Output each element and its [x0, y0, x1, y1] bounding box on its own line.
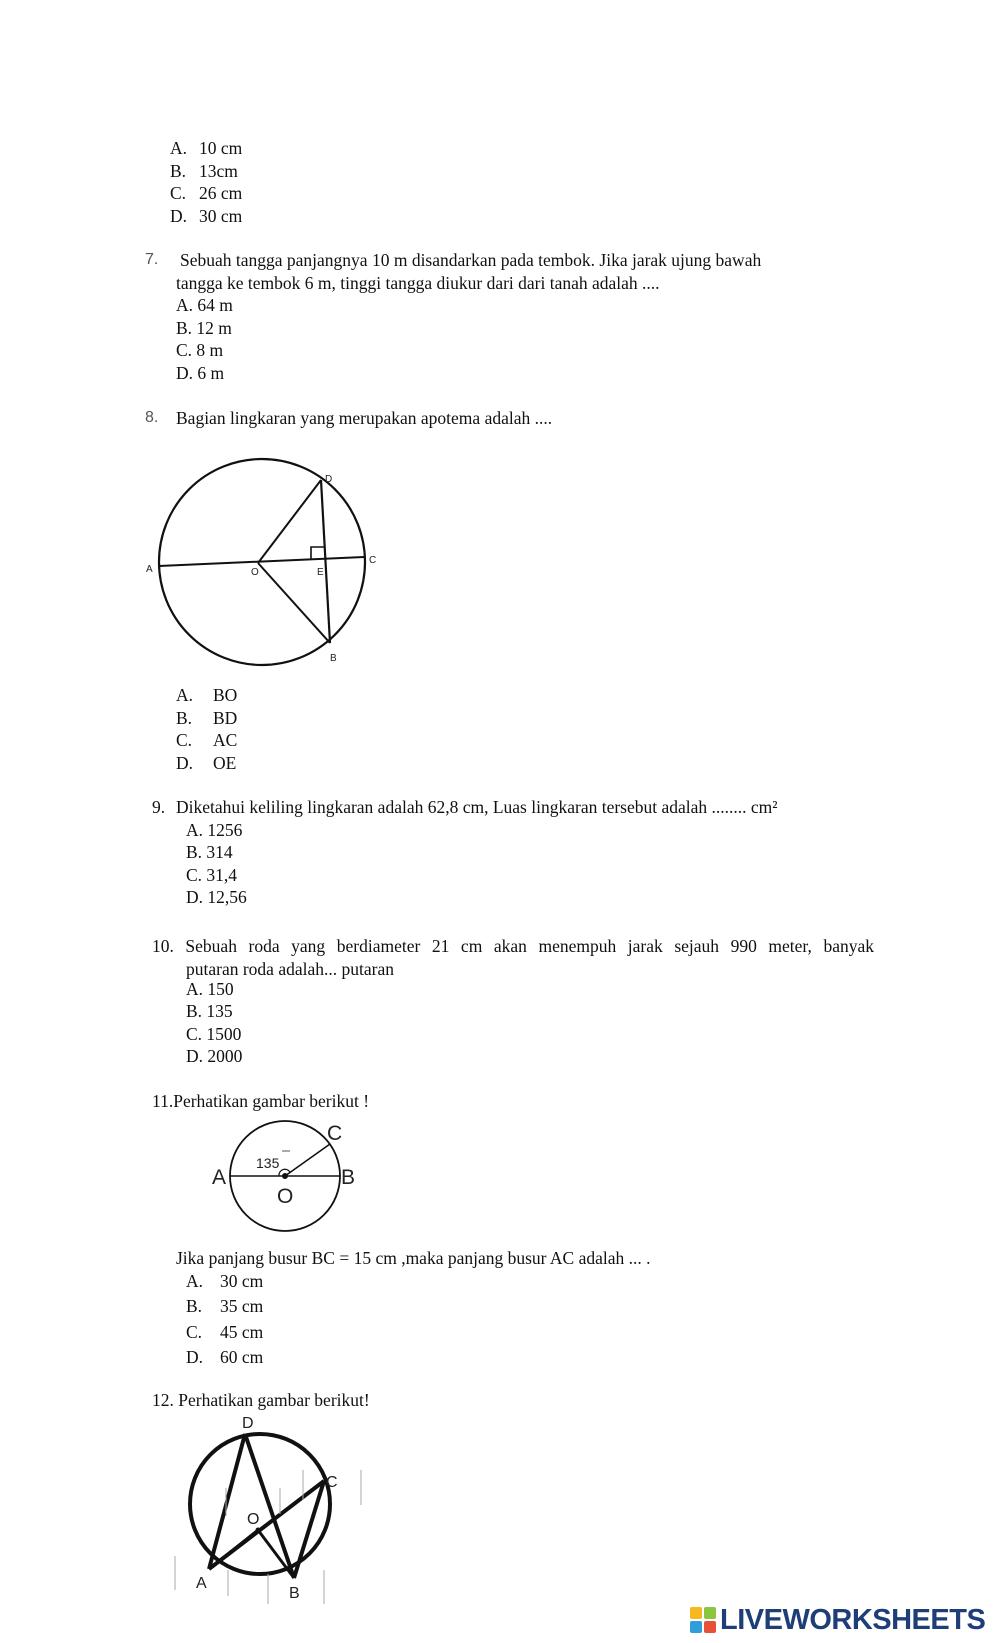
q8-option-c-value: AC	[213, 730, 238, 750]
q11-angle-label: 135	[256, 1155, 280, 1171]
q6-option-b-value: 13cm	[199, 161, 238, 181]
q8-option-a-letter: A.	[176, 685, 194, 705]
logo-square-3	[690, 1621, 702, 1633]
q6-option-b-letter: B.	[170, 161, 187, 181]
q7-option-a: A. 64 m	[176, 295, 233, 315]
q8-label-b: B	[330, 653, 337, 664]
q8-option-b-value: BD	[213, 708, 238, 728]
q12-label-a: A	[196, 1575, 207, 1592]
q11-option-a-letter: A.	[186, 1271, 204, 1291]
q12-label-o: O	[247, 1511, 260, 1528]
q9-option-d: D. 12,56	[186, 887, 247, 907]
q8-number: 8.	[145, 409, 159, 426]
q6-option-d-letter: D.	[170, 206, 188, 226]
q6-option-c-value: 26 cm	[199, 183, 243, 203]
q8-option-a-value: BO	[213, 685, 238, 705]
q7-number: 7.	[145, 251, 159, 268]
q9-text: Diketahui keliling lingkaran adalah 62,8 cm, Luas lingkaran tersebut adalah ........ cm²	[176, 797, 778, 817]
q12-text: 12. Perhatikan gambar berikut!	[152, 1390, 370, 1410]
q8-label-o: O	[251, 567, 259, 578]
q10-text-line1: 10. Sebuah roda yang berdiameter 21 cm akan menempuh jarak sejauh 990 meter, banyak	[152, 936, 874, 956]
q11-option-c-value: 45 cm	[220, 1322, 264, 1342]
q8-label-c: C	[369, 555, 377, 566]
q8-text: Bagian lingkaran yang merupakan apotema adalah ....	[176, 408, 553, 428]
q6-option-c-letter: C.	[170, 183, 187, 203]
q8-option-b-letter: B.	[176, 708, 193, 728]
q10-option-c: C. 1500	[186, 1024, 242, 1044]
q8-label-a: A	[146, 564, 153, 575]
q8-label-d: D	[325, 474, 333, 485]
q11-label-b: B	[341, 1166, 356, 1189]
logo-square-4	[704, 1621, 716, 1633]
q12-label-b: B	[289, 1585, 300, 1602]
q12-chord-db	[245, 1434, 294, 1578]
q12-circle	[190, 1434, 330, 1574]
q12-label-c: C	[326, 1474, 338, 1491]
q11-option-c-letter: C.	[186, 1322, 203, 1342]
q12-center-dot	[256, 1528, 261, 1533]
q11-option-d-letter: D.	[186, 1347, 204, 1367]
q12-label-d: D	[242, 1415, 254, 1432]
q10-option-b: B. 135	[186, 1001, 233, 1021]
q10-text-line2: putaran roda adalah... putaran	[186, 959, 394, 979]
q9-option-a: A. 1256	[186, 820, 243, 840]
q6-option-a-value: 10 cm	[199, 138, 243, 158]
q11-label-o: O	[277, 1185, 294, 1208]
q11-option-b-value: 35 cm	[220, 1296, 264, 1316]
logo-square-1	[690, 1607, 702, 1619]
q9-number: 9.	[152, 797, 166, 817]
q8-option-c-letter: C.	[176, 730, 193, 750]
q11-text: 11.Perhatikan gambar berikut !	[152, 1091, 370, 1111]
liveworksheets-brand-text: LIVEWORKSHEETS	[720, 1604, 986, 1636]
q9-option-b: B. 314	[186, 842, 233, 862]
q11-option-b-letter: B.	[186, 1296, 203, 1316]
q7-option-b: B. 12 m	[176, 318, 232, 338]
q10-option-a: A. 150	[186, 979, 234, 999]
q10-option-d: D. 2000	[186, 1046, 243, 1066]
q7-text-line1: Sebuah tangga panjangnya 10 m disandarkan pada tembok. Jika jarak ujung bawah	[180, 250, 762, 270]
q6-option-d-value: 30 cm	[199, 206, 243, 226]
q12-chord-bc	[294, 1481, 324, 1578]
q11-option-a-value: 30 cm	[220, 1271, 264, 1291]
q8-option-d-value: OE	[213, 753, 237, 773]
q11-label-a: A	[212, 1166, 227, 1189]
q9-option-c: C. 31,4	[186, 865, 238, 885]
q11-option-d-value: 60 cm	[220, 1347, 264, 1367]
q8-option-d-letter: D.	[176, 753, 194, 773]
liveworksheets-logo-icon	[690, 1607, 716, 1633]
liveworksheets-logo	[690, 1603, 990, 1637]
q7-option-d: D. 6 m	[176, 363, 225, 383]
q11-label-c: C	[327, 1122, 343, 1145]
logo-square-2	[704, 1607, 716, 1619]
q7-text-line2: tangga ke tembok 6 m, tinggi tangga diukur dari dari tanah adalah ....	[176, 273, 660, 293]
q11-prompt: Jika panjang busur BC = 15 cm ,maka panjang busur AC adalah ... .	[176, 1248, 651, 1268]
q8-label-e: E	[317, 567, 324, 578]
q7-option-c: C. 8 m	[176, 340, 224, 360]
q12-chord-ad	[209, 1434, 245, 1569]
q6-option-a-letter: A.	[170, 138, 188, 158]
